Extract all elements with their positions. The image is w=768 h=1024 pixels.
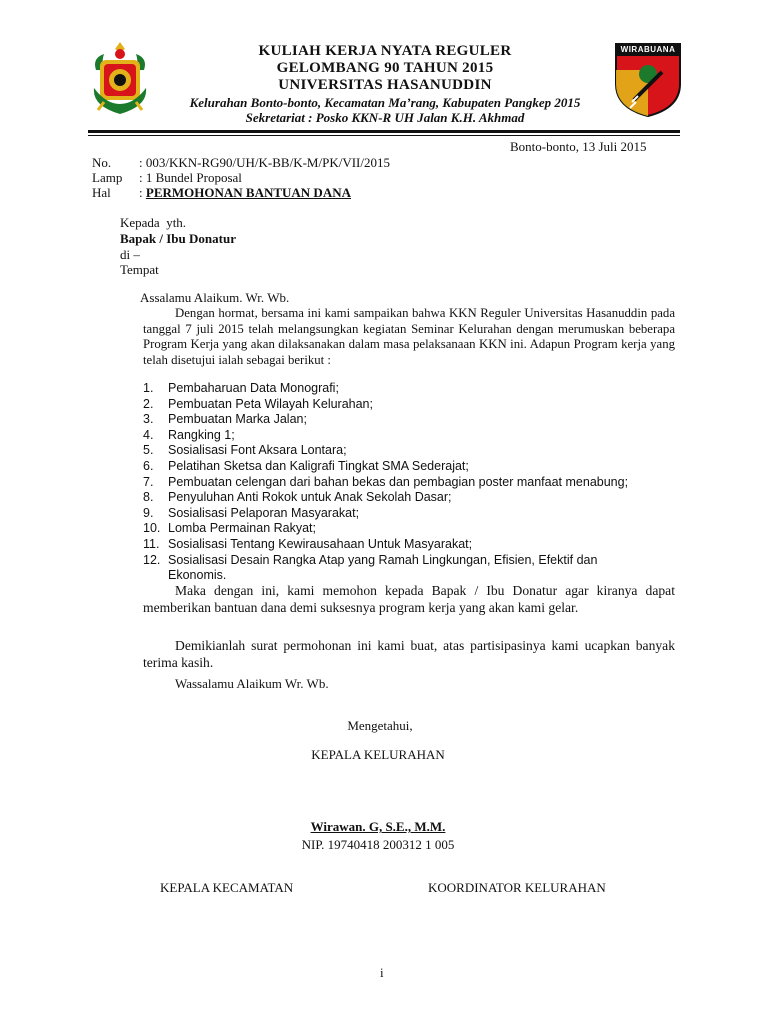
no-label: No. xyxy=(92,155,112,170)
list-item: 6. Pelatihan Sketsa dan Kaligrafi Tingkat SMA Sederajat; xyxy=(143,458,469,473)
header-line3: UNIVERSITAS HASANUDDIN xyxy=(278,77,492,93)
right-logo-text: WIRABUANA xyxy=(620,45,676,54)
list-item: 11. Sosialisasi Tentang Kewirausahaan Untuk Masyarakat; xyxy=(143,536,473,551)
list-item: 5. Sosialisasi Font Aksara Lontara; xyxy=(143,443,347,458)
list-item: 4. Rangking 1; xyxy=(143,427,235,442)
list-item: 7. Pembuatan celengan dari bahan bekas dan pembagian poster manfaat menabung; xyxy=(143,474,629,489)
header-rule-thin xyxy=(88,135,680,136)
list-item: 2. Pembuatan Peta Wilayah Kelurahan; xyxy=(143,396,373,411)
hal-label: Hal xyxy=(92,185,111,200)
program-list xyxy=(143,381,628,584)
letter-date: Bonto-bonto, 13 Juli 2015 xyxy=(510,139,647,154)
no-value: : 003/KKN-RG90/UH/K-BB/K-M/PK/VII/2015 xyxy=(139,155,390,170)
list-item-continuation: Ekonomis. xyxy=(168,568,227,583)
recipient-line1: Kepada yth. xyxy=(120,215,187,230)
list-item: 1. Pembaharuan Data Monografi; xyxy=(143,381,339,395)
salutation: Assalamu Alaikum. Wr. Wb. xyxy=(140,290,290,305)
header-line5: Sekretariat : Posko KKN-R UH Jalan K.H. Akhmad xyxy=(245,110,525,125)
mengetahui: Mengetahui, xyxy=(347,718,413,733)
lamp-label: Lamp xyxy=(92,170,123,185)
signatory-nip: NIP. 19740418 200312 1 005 xyxy=(301,837,455,852)
header-rule-thick xyxy=(88,130,680,133)
hal-line xyxy=(139,185,351,201)
paragraph-request-text: Maka dengan ini, kami memohon kepada Bapak / Ibu Donatur agar kiranya dapat memberikan bantuan dana demi suksesnya program kerja yang akan kami gelar. xyxy=(143,583,675,615)
paragraph-intro-text: Dengan hormat, bersama ini kami sampaikan bahwa KKN Reguler Universitas Hasanuddin pada tanggal 7 juli 2015 telah melangsungkan kegiatan Seminar Kelurahan dengan merumuskan beberapa Program Kerja yang akan dilaksanakan dalam masa pelaksanaan KKN ini. Adapun Program kerja yang telah disetujui ialah sebagai berikut : xyxy=(143,306,675,367)
list-item: 3. Pembuatan Marka Jalan; xyxy=(143,412,307,427)
list-item: 10. Lomba Permainan Rakyat; xyxy=(143,521,316,536)
kepala-kecamatan-title: KEPALA KECAMATAN xyxy=(160,880,294,895)
kepala-kelurahan-title: KEPALA KELURAHAN xyxy=(311,747,445,762)
hal-colon: : xyxy=(139,185,146,200)
paragraph-thanks-text: Demikianlah surat permohonan ini kami buat, atas partisipasinya kami ucapkan banyak terima kasih. xyxy=(143,638,675,670)
paragraph-intro xyxy=(143,306,675,368)
recipient-line4: Tempat xyxy=(120,262,159,277)
recipient-line3: di – xyxy=(120,247,140,262)
page-number: i xyxy=(380,965,384,980)
list-item: 8. Penyuluhan Anti Rokok untuk Anak Sekolah Dasar; xyxy=(143,490,452,505)
list-item: 9. Sosialisasi Pelaporan Masyarakat; xyxy=(143,505,360,520)
paragraph-thanks xyxy=(143,638,675,671)
header-line2: GELOMBANG 90 TAHUN 2015 xyxy=(276,60,494,76)
lamp-value: : 1 Bundel Proposal xyxy=(139,170,242,185)
header-line4: Kelurahan Bonto-bonto, Kecamatan Ma’rang, Kabupaten Pangkep 2015 xyxy=(189,95,581,110)
recipient-line2: Bapak / Ibu Donatur xyxy=(120,231,236,246)
closing: Wassalamu Alaikum Wr. Wb. xyxy=(175,676,329,691)
koordinator-title: KOORDINATOR KELURAHAN xyxy=(428,880,606,895)
header-line1: KULIAH KERJA NYATA REGULER xyxy=(258,43,512,59)
hal-value: PERMOHONAN BANTUAN DANA xyxy=(145,185,351,200)
list-item: 12. Sosialisasi Desain Rangka Atap yang Ramah Lingkungan, Efisien, Efektif dan xyxy=(143,552,598,567)
university-logo-icon xyxy=(90,40,150,116)
paragraph-request xyxy=(143,583,675,616)
signatory-name: Wirawan. G, S.E., M.M. xyxy=(310,819,446,834)
